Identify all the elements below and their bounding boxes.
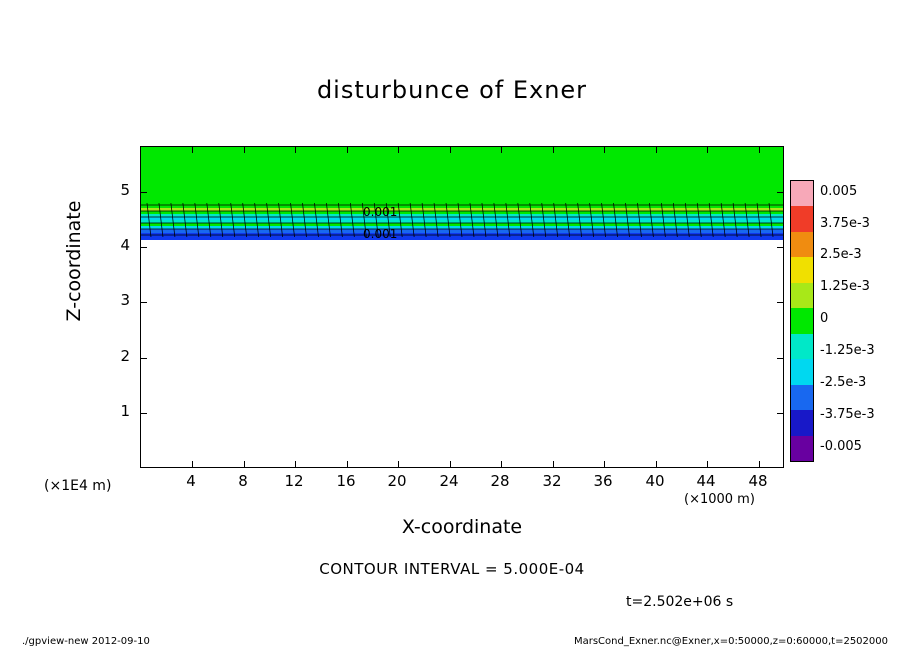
colorbar-cell: [791, 283, 813, 308]
x-axis-unit: (×1000 m): [684, 492, 755, 507]
chart-title: disturbunce of Exner: [316, 76, 588, 104]
y-tick-label: 1: [120, 402, 130, 420]
field-band-negative-extreme-layer: [141, 233, 783, 240]
x-tick-label: 40: [645, 472, 665, 490]
contour-value-label-upper: 0.001: [363, 205, 398, 219]
x-tick-label: 8: [238, 472, 248, 490]
colorbar-tick-label: 1.25e-3: [820, 279, 870, 294]
y-axis-unit: (×1E4 m): [44, 478, 112, 494]
x-tick-label: 16: [336, 472, 356, 490]
colorbar-cell: [791, 308, 813, 334]
y-tick-label: 3: [120, 291, 130, 309]
colorbar-cell: [791, 232, 813, 257]
colorbar-tick-label: -3.75e-3: [820, 407, 875, 422]
colorbar: [790, 180, 814, 462]
x-axis-label: X-coordinate: [401, 516, 523, 538]
x-tick-label: 36: [593, 472, 613, 490]
y-tick-label: 4: [120, 236, 130, 254]
y-tick-label: 2: [120, 347, 130, 365]
colorbar-tick-label: -2.5e-3: [820, 375, 867, 390]
colorbar-cell: [791, 181, 813, 206]
y-axis-label: Z-coordinate: [63, 200, 85, 322]
x-tick-label: 20: [387, 472, 407, 490]
x-tick-label: 44: [696, 472, 716, 490]
field-band-lower-blank: [141, 240, 783, 468]
colorbar-tick-label: 0: [820, 311, 829, 326]
colorbar-cell: [791, 410, 813, 436]
plot-area: [140, 146, 784, 468]
colorbar-tick-label: 0.005: [820, 184, 858, 199]
field-band-oscillating-contour-zone: [141, 205, 783, 233]
contour-value-label-lower: 0.001: [363, 227, 398, 241]
x-tick-label: 4: [186, 472, 196, 490]
colorbar-cell: [791, 436, 813, 461]
x-tick-label: 24: [439, 472, 459, 490]
colorbar-cell: [791, 359, 813, 385]
time-stamp-text: t=2.502e+06 s: [626, 594, 734, 610]
colorbar-tick-label: 3.75e-3: [820, 216, 870, 231]
contour-interval-text: CONTOUR INTERVAL = 5.000E-04: [319, 560, 585, 578]
x-tick-label: 28: [490, 472, 510, 490]
colorbar-tick-label: -0.005: [820, 439, 862, 454]
y-tick-label: 5: [120, 181, 130, 199]
x-tick-label: 12: [284, 472, 304, 490]
field-band-upper-uniform-zero: [141, 147, 783, 205]
colorbar-cell: [791, 206, 813, 232]
colorbar-tick-label: -1.25e-3: [820, 343, 875, 358]
footer-source-info: MarsCond_Exner.nc@Exner,x=0:50000,z=0:60000,t=2502000: [573, 636, 888, 647]
x-tick-label: 48: [748, 472, 768, 490]
colorbar-tick-label: 2.5e-3: [820, 247, 862, 262]
colorbar-cell: [791, 257, 813, 283]
colorbar-cell: [791, 385, 813, 410]
footer-tool-version: ./gpview-new 2012-09-10: [22, 636, 150, 647]
colorbar-cell: [791, 334, 813, 359]
x-tick-label: 32: [542, 472, 562, 490]
